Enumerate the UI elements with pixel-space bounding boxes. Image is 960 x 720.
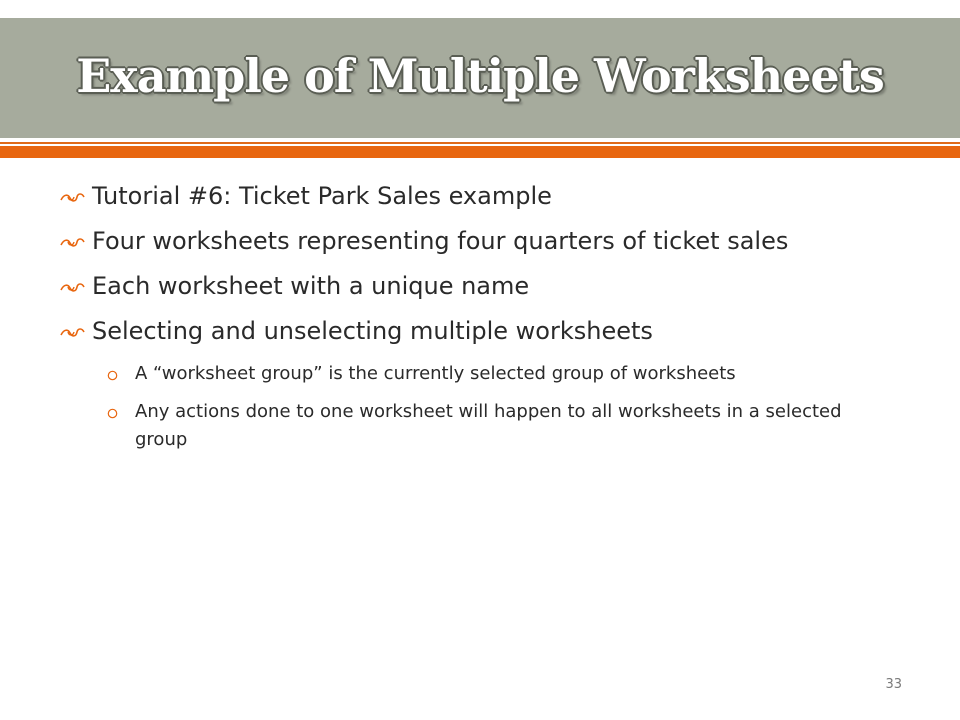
slide-title: Example of Multiple Worksheets (76, 49, 884, 103)
circle-bullet-icon (107, 408, 118, 419)
curly-loop-bullet-icon (58, 316, 88, 346)
bullet-text: Tutorial #6: Ticket Park Sales example (92, 182, 552, 210)
circle-bullet-icon (107, 370, 118, 381)
bullet-text: Each worksheet with a unique name (92, 272, 530, 300)
sub-bullet-text: A “worksheet group” is the currently selected group of worksheets (135, 363, 736, 384)
sub-bullet-text: Any actions done to one worksheet will happen to all worksheets in a selected group (135, 401, 842, 450)
curly-loop-bullet-icon (58, 226, 88, 256)
bullet-text: Selecting and unselecting multiple worksheets (92, 317, 653, 345)
slide-number: 33 (885, 677, 902, 692)
curly-loop-bullet-icon (58, 271, 88, 301)
bullet-text: Four worksheets representing four quarters of ticket sales (92, 227, 789, 255)
curly-loop-bullet-icon (58, 181, 88, 211)
